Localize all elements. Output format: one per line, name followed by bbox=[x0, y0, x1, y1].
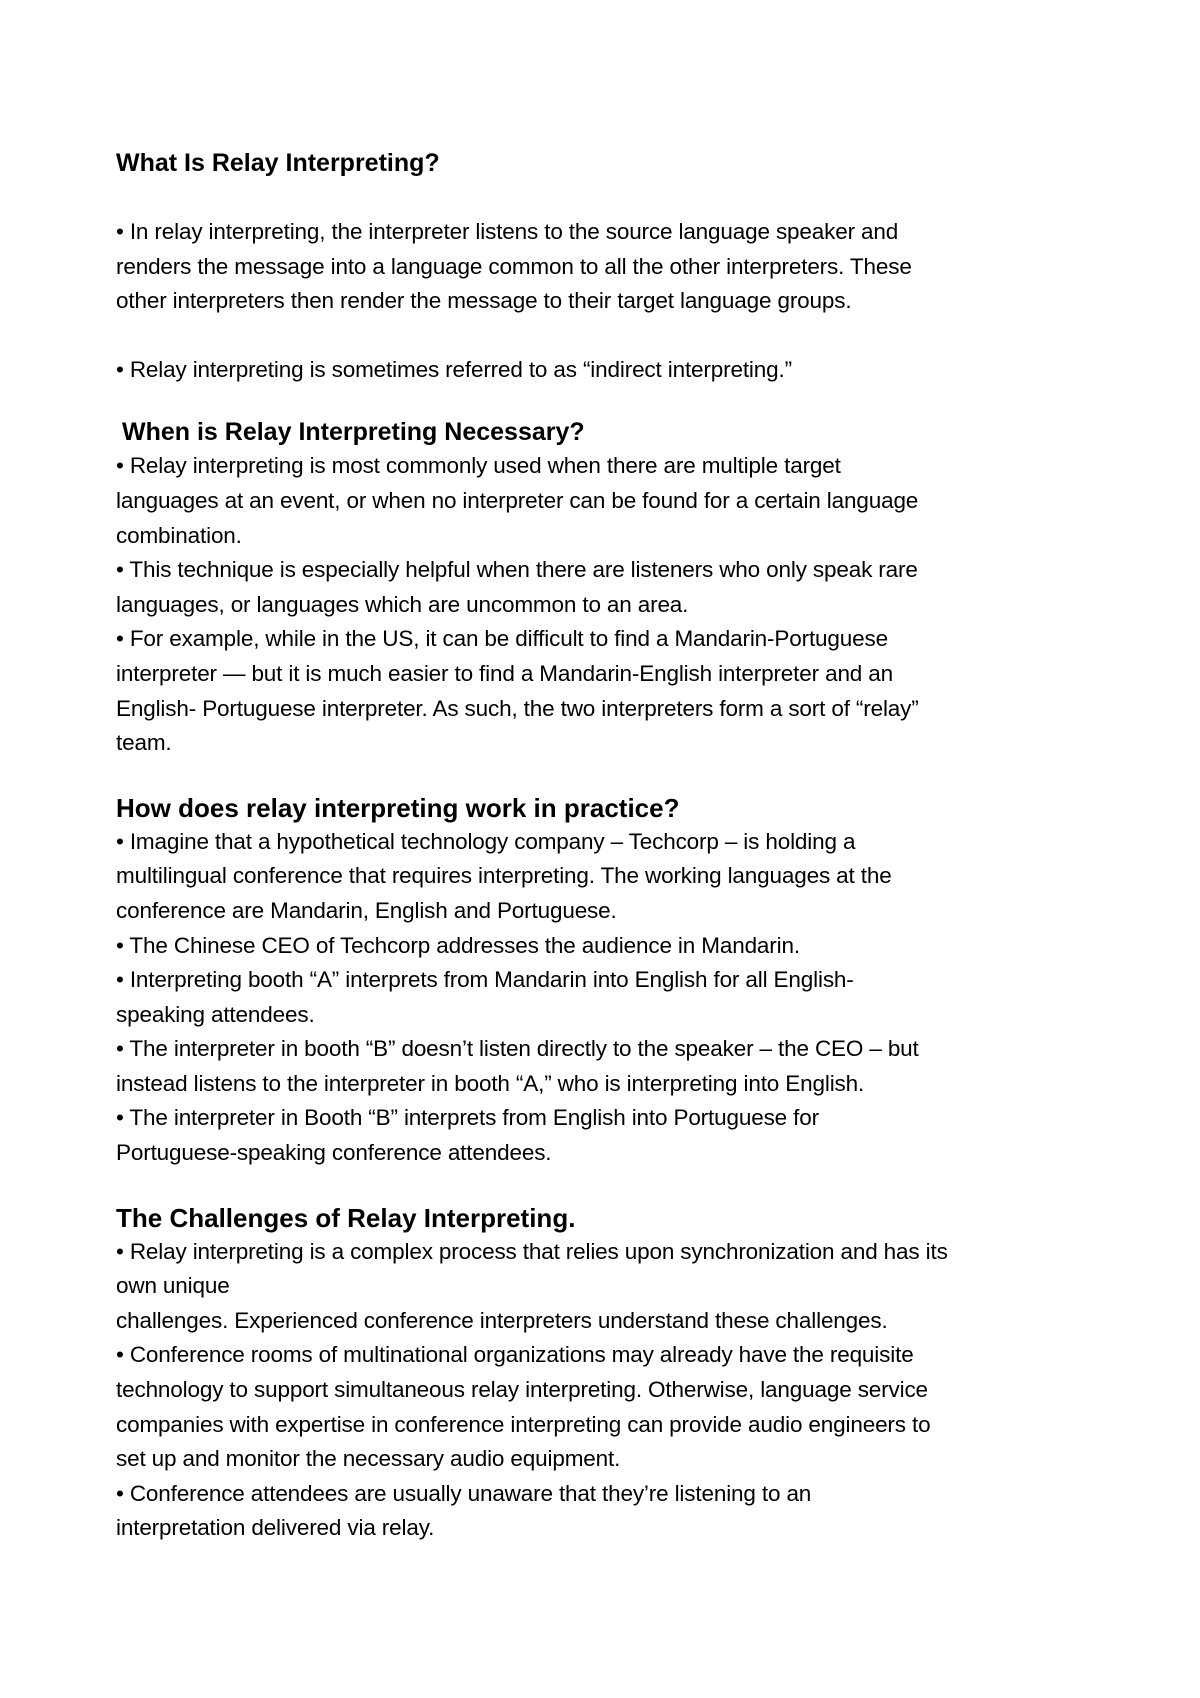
text-line: speaking attendees. bbox=[116, 1001, 315, 1027]
text-line: renders the message into a language common to all the other interpreters. These bbox=[116, 253, 912, 279]
paragraph-when-necessary bbox=[116, 449, 1116, 760]
section-heading-what-is-relay: What Is Relay Interpreting? bbox=[116, 149, 440, 177]
paragraph-gap bbox=[116, 319, 1116, 353]
text-line: • The interpreter in Booth “B” interprets from English into Portuguese for bbox=[116, 1105, 819, 1131]
text-line: languages at an event, or when no interpreter can be found for a certain language bbox=[116, 487, 919, 513]
paragraph-gap bbox=[116, 761, 1116, 791]
section-heading-when-necessary: When is Relay Interpreting Necessary? bbox=[122, 418, 585, 447]
text-line: challenges. Experienced conference interpreters understand these challenges. bbox=[116, 1307, 888, 1333]
paragraph-how-it-works bbox=[116, 825, 1116, 1171]
text-line: English- Portuguese interpreter. As such, the two interpreters form a sort of “relay” bbox=[116, 695, 919, 721]
text-line: • The interpreter in booth “B” doesn’t listen directly to the speaker – the CEO – but bbox=[116, 1036, 919, 1062]
text-line: conference are Mandarin, English and Portuguese. bbox=[116, 897, 617, 923]
document-page bbox=[116, 146, 1116, 1546]
paragraph-challenges bbox=[116, 1235, 1116, 1546]
text-line: multilingual conference that requires interpreting. The working languages at the bbox=[116, 863, 892, 889]
text-line: other interpreters then render the message to their target language groups. bbox=[116, 288, 852, 314]
text-line: • The Chinese CEO of Techcorp addresses the audience in Mandarin. bbox=[116, 932, 800, 958]
text-line: Portuguese-speaking conference attendees. bbox=[116, 1140, 552, 1166]
text-line: • Interpreting booth “A” interprets from Mandarin into English for all English- bbox=[116, 967, 854, 993]
section-heading-challenges: The Challenges of Relay Interpreting. bbox=[116, 1202, 576, 1233]
text-line: set up and monitor the necessary audio equipment. bbox=[116, 1446, 621, 1472]
paragraph-relay-definition bbox=[116, 215, 1116, 319]
text-line: • Relay interpreting is most commonly used when there are multiple target bbox=[116, 453, 841, 479]
text-line: • For example, while in the US, it can be difficult to find a Mandarin-Portuguese bbox=[116, 626, 888, 652]
paragraph-gap bbox=[116, 1171, 1116, 1201]
text-line: own unique bbox=[116, 1273, 230, 1299]
text-line: • Relay interpreting is sometimes referred to as “indirect interpreting.” bbox=[116, 356, 792, 382]
text-line: • In relay interpreting, the interpreter listens to the source language speaker and bbox=[116, 219, 899, 244]
text-line: • Conference rooms of multinational organizations may already have the requisite bbox=[116, 1342, 914, 1368]
text-line: interpreter — but it is much easier to find a Mandarin-English interpreter and an bbox=[116, 660, 893, 686]
text-line: • This technique is especially helpful when there are listeners who only speak rare bbox=[116, 557, 918, 583]
section-heading-how-it-works: How does relay interpreting work in practice? bbox=[116, 792, 680, 823]
text-line: interpretation delivered via relay. bbox=[116, 1515, 435, 1541]
text-line: combination. bbox=[116, 522, 242, 548]
text-line: technology to support simultaneous relay interpreting. Otherwise, language service bbox=[116, 1377, 928, 1403]
text-line: companies with expertise in conference interpreting can provide audio engineers to bbox=[116, 1411, 931, 1437]
text-line: languages, or languages which are uncommon to an area. bbox=[116, 591, 689, 617]
text-line: • Conference attendees are usually unaware that they’re listening to an bbox=[116, 1480, 812, 1506]
text-line: • Relay interpreting is a complex process that relies upon synchronization and has its bbox=[116, 1238, 948, 1264]
text-line: team. bbox=[116, 730, 172, 756]
paragraph-gap bbox=[116, 387, 1116, 415]
paragraph-indirect-interpreting bbox=[116, 353, 1116, 388]
text-line: • Imagine that a hypothetical technology company – Techcorp – is holding a bbox=[116, 828, 856, 854]
text-line: instead listens to the interpreter in booth “A,” who is interpreting into English. bbox=[116, 1070, 865, 1096]
